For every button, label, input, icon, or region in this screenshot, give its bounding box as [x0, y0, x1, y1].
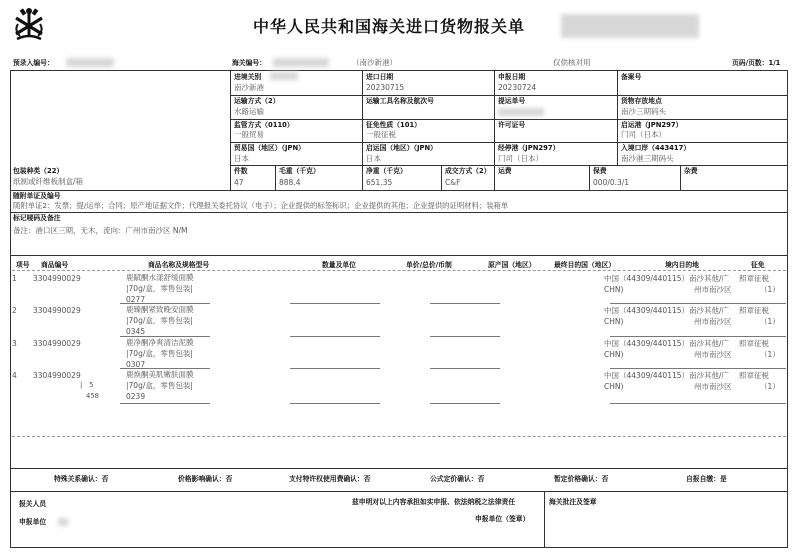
row-domestic: 州市南沙区 [694, 285, 732, 294]
row-name-line1: 鹿焕酮美肌嫩肤面膜 [126, 370, 194, 379]
self-pay-confirm: 自报自缴：是 [686, 475, 727, 483]
row-code: 3304990029 [33, 339, 81, 348]
grid-line [230, 142, 788, 143]
row-final-line1: 中国（44309/440115）南沙其他/广 [604, 371, 730, 380]
declare-date-value: 20230724 [498, 83, 537, 92]
vessel-label: 运输工具名称及航次号 [366, 97, 434, 105]
row-final-line2: CHN) [604, 382, 624, 391]
col-header-qty: 数量及单位 [322, 261, 356, 269]
row-code: 3304990029 [33, 306, 81, 315]
document-title: 中华人民共和国海关进口货物报关单 [253, 17, 526, 36]
entry-port-value: 南沙港三期码头 [621, 154, 674, 163]
row-tax-line2: （1） [760, 317, 780, 326]
row-separator [120, 336, 210, 337]
price-effect-confirm: 价格影响确认：否 [178, 475, 233, 483]
col-header-code: 商品编号 [41, 261, 69, 269]
port-note: （南沙新港） [352, 58, 397, 67]
row-name-line2: |70g/盒，零售包装| [126, 381, 193, 390]
row-tax-line1: 照章征税 [739, 306, 769, 315]
row-no: 1 [12, 274, 17, 283]
row-code: 3304990029 [33, 274, 81, 283]
col-header-name: 商品名称及规格型号 [148, 261, 210, 269]
declare-date-label: 申报日期 [498, 73, 526, 81]
col-header-price: 单价/总价/币制 [406, 261, 452, 269]
row-name-line1: 鹿净酮净爽清洁泥膜 [126, 338, 194, 347]
col-header-final: 最终目的国（地区） [554, 261, 616, 269]
entry-customs-label: 进境关别 [234, 73, 262, 81]
redacted-bl-no [498, 108, 544, 116]
marks-value: 备注：港口区三期，无木，流向：广州市南沙区 N/M [13, 226, 188, 235]
grid-right-border [787, 70, 788, 547]
gross-weight-label: 毛重（千克） [279, 167, 320, 175]
deal-mode-value: C&F [445, 178, 461, 187]
net-weight-value: 651.35 [366, 178, 393, 187]
special-relation-confirm: 特殊关系确认：否 [54, 475, 109, 483]
declarant-label: 报关人员 [19, 500, 47, 508]
departure-port-value: 门司（日本） [621, 130, 666, 139]
license-label: 许可证号 [498, 121, 526, 129]
grid-line [617, 70, 618, 165]
row-tax-line2: （1） [760, 382, 780, 391]
grid-line [10, 255, 788, 256]
row-domestic: 州市南沙区 [694, 317, 732, 326]
row-name-line2: |70g/盒，零售包装| [126, 284, 193, 293]
row-name-line3: 0239 [126, 392, 146, 401]
row-name-line2: |70g/盒，零售包装| [126, 316, 193, 325]
row-final-line2: CHN) [604, 285, 624, 294]
grid-line [680, 165, 681, 190]
trade-country-label: 贸易国（地区）（JPN） [234, 144, 305, 152]
grid-line [544, 491, 545, 547]
legal-statement: 兹申明对以上内容承担如实申报、依法纳税之法律责任 [352, 498, 516, 506]
row-separator [290, 336, 380, 337]
redacted-title-suffix [561, 14, 699, 38]
docs-label: 随附单证及编号 [13, 192, 61, 200]
stop-port-label: 经停港（JPN297） [498, 144, 560, 152]
pre-entry-label: 预录入编号： [13, 59, 54, 67]
customs-no-label: 海关编号： [232, 59, 266, 67]
empty-row-line [12, 436, 786, 437]
row-separator [610, 368, 786, 369]
transport-mode-value: 水路运输 [234, 107, 264, 116]
pieces-value: 47 [234, 178, 244, 187]
origin-country-label: 启运国（地区）（JPN） [366, 144, 437, 152]
grid-line [362, 70, 363, 190]
grid-line [10, 468, 788, 469]
package-label: 包装种类（22） [13, 167, 64, 175]
col-header-origin: 原产国（地区） [488, 261, 536, 269]
grid-line [10, 190, 788, 191]
row-no: 3 [12, 339, 17, 348]
row-final-line2: CHN) [604, 350, 624, 359]
departure-port-label: 启运港（JPN297） [621, 121, 683, 129]
row-separator [120, 303, 210, 304]
row-name-line1: 鹿臻酮紧致晚安面膜 [126, 305, 194, 314]
customs-approval-label: 海关批注及签章 [549, 498, 597, 506]
row-separator [610, 403, 786, 404]
grid-line [10, 491, 788, 492]
row-tax-line1: 照章征税 [739, 274, 769, 283]
freight-label: 运费 [498, 167, 512, 175]
tax-nature-value: 一般征税 [366, 130, 396, 139]
page-indicator: 页码/页数：1/1 [732, 59, 781, 67]
grid-line [230, 70, 231, 190]
origin-country-value: 日本 [366, 154, 381, 163]
row-separator [290, 303, 380, 304]
verify-note: 仅供核对用 [553, 58, 591, 67]
transport-mode-label: 运输方式（2） [234, 97, 280, 105]
row-final-line1: 中国（44309/440115）南沙其他/广 [604, 274, 730, 283]
row-code: 3304990029 [33, 371, 81, 380]
col-header-domestic: 境内目的地 [665, 261, 699, 269]
stop-port-value: 门司（日本） [498, 154, 543, 163]
row-separator [430, 336, 500, 337]
grid-bottom-border [10, 547, 788, 548]
bl-label: 提运单号 [498, 97, 526, 105]
record-no-label: 备案号 [621, 73, 642, 81]
row-separator [120, 403, 210, 404]
customs-emblem-icon [12, 6, 46, 42]
grid-line [441, 165, 442, 190]
grid-line [275, 165, 276, 190]
row-tax-line1: 照章征税 [739, 339, 769, 348]
grid-top-border [10, 70, 788, 71]
entry-port-label: 入境口岸（443417） [621, 144, 691, 152]
redacted-pre-entry-no [66, 58, 114, 67]
row-name-line3: 0277 [126, 295, 146, 304]
trade-country-value: 日本 [234, 154, 249, 163]
deal-mode-label: 成交方式（2） [445, 167, 491, 175]
grid-line [230, 119, 788, 120]
row-separator [430, 303, 500, 304]
grid-left-border [10, 70, 11, 547]
col-header-no: 项号 [16, 261, 30, 269]
redacted-entry-customs-code [270, 72, 298, 80]
row-tax-line2: （1） [760, 285, 780, 294]
storage-value: 南沙三期码头 [621, 107, 666, 116]
row-domestic: 州市南沙区 [694, 350, 732, 359]
row-separator [430, 368, 500, 369]
row-name-line3: 0307 [126, 360, 146, 369]
row-extra-line2: 458 [86, 392, 99, 400]
supervision-value: 一般贸易 [234, 130, 264, 139]
declare-unit-label: 申报单位 [19, 518, 47, 526]
import-date-value: 20230715 [366, 83, 405, 92]
pieces-label: 件数 [234, 167, 248, 175]
row-final-line1: 中国（44309/440115）南沙其他/广 [604, 306, 730, 315]
grid-line [10, 212, 788, 213]
tax-nature-label: 征免性质（101） [366, 121, 421, 129]
row-domestic: 州市南沙区 [694, 382, 732, 391]
row-tax-line1: 照章征税 [739, 371, 769, 380]
row-tax-line2: （1） [760, 350, 780, 359]
row-extra-line1: | 5 [80, 381, 94, 389]
row-separator [610, 303, 786, 304]
import-date-label: 进口日期 [366, 73, 394, 81]
grid-line [589, 165, 590, 190]
misc-fee-label: 杂费 [684, 167, 698, 175]
row-final-line1: 中国（44309/440115）南沙其他/广 [604, 339, 730, 348]
insurance-value: 000/0.3/1 [593, 178, 630, 187]
grid-line [230, 165, 788, 166]
row-separator [610, 336, 786, 337]
declare-unit-seal: 申报单位（签章） [475, 515, 530, 523]
row-separator [120, 368, 210, 369]
grid-line [494, 70, 495, 190]
insurance-label: 保费 [593, 167, 607, 175]
supervision-label: 监管方式（0110） [234, 121, 294, 129]
row-no: 2 [12, 306, 17, 315]
royalty-confirm: 支付特许权使用费确认：否 [289, 475, 371, 483]
row-separator [290, 403, 380, 404]
row-name-line2: |70g/盒，零售包装| [126, 349, 193, 358]
entry-customs-value: 南沙新港 [234, 83, 264, 92]
provisional-price-confirm: 暂定价格确认：否 [554, 475, 609, 483]
header-divider [12, 270, 786, 271]
row-separator [290, 368, 380, 369]
row-name-line1: 鹿賦酮水漾舒缓面膜 [126, 273, 194, 282]
col-header-tax: 征免 [751, 261, 765, 269]
redacted-declare-unit [58, 518, 68, 526]
package-value: 纸制或纤维板制盒/箱 [13, 177, 84, 186]
formula-price-confirm: 公式定价确认：否 [430, 475, 485, 483]
storage-label: 货物存放地点 [621, 97, 662, 105]
row-no: 4 [12, 371, 17, 380]
row-name-line3: 0345 [126, 327, 146, 336]
row-final-line2: CHN) [604, 317, 624, 326]
redacted-customs-no [273, 58, 329, 67]
docs-value: 随附单证2：发票；提/运单；合同；原产地证据文件；代理报关委托协议（电子）；企业提供的标签标识；企业提供的其他；企业提供的证明材料；装箱单 [13, 201, 509, 210]
grid-line [230, 95, 788, 96]
net-weight-label: 净重（千克） [366, 167, 407, 175]
marks-label: 标记唛码及备注 [13, 214, 61, 222]
row-separator [430, 403, 500, 404]
gross-weight-value: 888.4 [279, 178, 301, 187]
